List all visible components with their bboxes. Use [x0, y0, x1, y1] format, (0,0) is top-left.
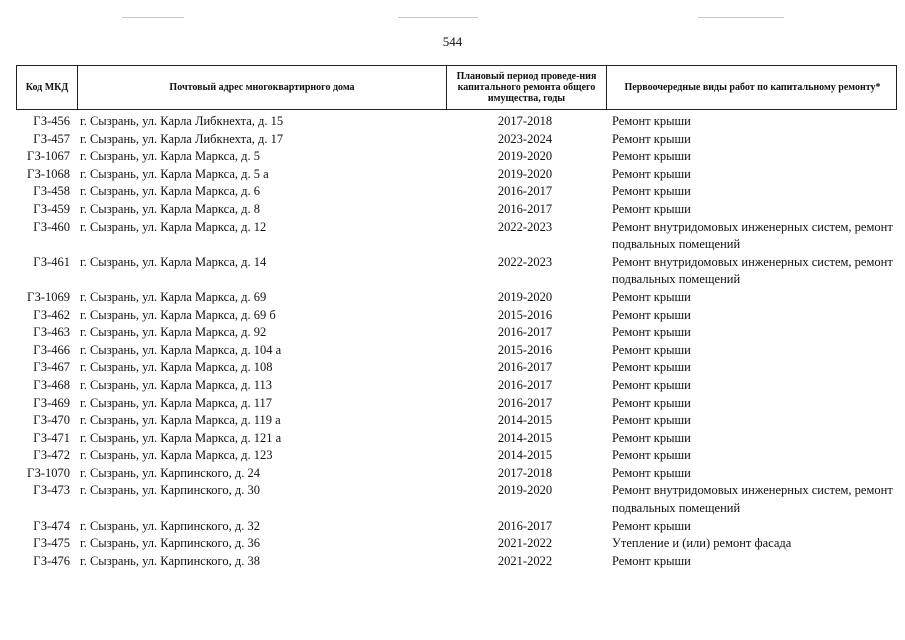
cell-code: ГЗ-466 — [33, 342, 70, 357]
cell-address: г. Сызрань, ул. Карла Маркса, д. 6 — [80, 184, 261, 199]
table-row — [16, 430, 897, 448]
cell-address: г. Сызрань, ул. Карпинского, д. 38 — [80, 553, 260, 568]
cell-period: 2016-2017 — [497, 518, 553, 533]
cell-period: 2022-2023 — [497, 219, 553, 234]
cell-period: 2015-2016 — [497, 307, 553, 322]
cell-period: 2016-2017 — [497, 395, 553, 410]
cell-code: ГЗ-460 — [33, 219, 70, 234]
cell-address: г. Сызрань, ул. Карпинского, д. 24 — [80, 465, 260, 480]
scan-artifact — [122, 17, 184, 18]
cell-code: ГЗ-471 — [33, 430, 70, 445]
cell-code: ГЗ-1070 — [27, 465, 70, 480]
cell-address: г. Сызрань, ул. Карла Маркса, д. 119 а — [80, 413, 281, 428]
table-row — [16, 148, 897, 166]
table-body — [16, 113, 897, 570]
cell-address: г. Сызрань, ул. Карпинского, д. 36 — [80, 536, 260, 551]
cell-works: Утепление и (или) ремонт фасада — [612, 536, 792, 551]
cell-works: Ремонт крыши — [612, 184, 691, 199]
cell-address: г. Сызрань, ул. Карла Маркса, д. 14 — [80, 254, 267, 269]
cell-works: Ремонт крыши — [612, 395, 691, 410]
table-row — [16, 535, 897, 553]
table-row — [16, 219, 897, 254]
cell-works: Ремонт крыши — [612, 307, 691, 322]
table-row — [16, 359, 897, 377]
cell-works: Ремонт крыши — [612, 166, 691, 181]
cell-code: ГЗ-458 — [33, 184, 70, 199]
cell-period: 2021-2022 — [497, 536, 553, 551]
cell-address: г. Сызрань, ул. Карла Маркса, д. 123 — [80, 448, 273, 463]
cell-period: 2019-2020 — [497, 166, 553, 181]
cell-period: 2017-2018 — [497, 465, 553, 480]
cell-works: Ремонт крыши — [612, 289, 691, 304]
cell-period: 2014-2015 — [497, 413, 553, 428]
cell-code: ГЗ-473 — [33, 483, 70, 498]
cell-period: 2019-2020 — [497, 483, 553, 498]
page-number: 544 — [442, 34, 463, 49]
table-row — [16, 518, 897, 536]
cell-code: ГЗ-459 — [33, 201, 70, 216]
table-row — [16, 113, 897, 131]
cell-code: ГЗ-467 — [33, 360, 70, 375]
header-code: Код МКД — [25, 82, 69, 93]
cell-period: 2021-2022 — [497, 553, 553, 568]
table-row — [16, 377, 897, 395]
cell-works: Ремонт крыши — [612, 131, 691, 146]
table-row — [16, 482, 897, 517]
cell-period: 2014-2015 — [497, 430, 553, 445]
cell-works: Ремонт крыши — [612, 430, 691, 445]
cell-code: ГЗ-1068 — [27, 166, 70, 181]
table-header — [16, 65, 897, 110]
cell-works: Ремонт крыши — [612, 465, 691, 480]
cell-address: г. Сызрань, ул. Карпинского, д. 32 — [80, 518, 260, 533]
cell-period: 2019-2020 — [497, 149, 553, 164]
cell-code: ГЗ-456 — [33, 114, 70, 128]
table-row — [16, 447, 897, 465]
cell-code: ГЗ-457 — [33, 131, 70, 146]
cell-address: г. Сызрань, ул. Карла Маркса, д. 108 — [80, 360, 273, 375]
cell-code: ГЗ-470 — [33, 413, 70, 428]
cell-works: Ремонт крыши — [612, 553, 691, 568]
table-row — [16, 166, 897, 184]
table-row — [16, 412, 897, 430]
cell-address: г. Сызрань, ул. Карла Маркса, д. 92 — [80, 325, 267, 340]
header-period: Плановый период проведе-ния капитального ремонта общего имущества, годы — [446, 66, 606, 109]
cell-code: ГЗ-1067 — [27, 149, 70, 164]
cell-period: 2016-2017 — [497, 325, 553, 340]
cell-works: Ремонт крыши — [612, 342, 691, 357]
cell-works: Ремонт крыши — [612, 149, 691, 164]
cell-period: 2022-2023 — [497, 254, 553, 269]
cell-address: г. Сызрань, ул. Карла Либкнехта, д. 17 — [80, 131, 284, 146]
cell-works: Ремонт крыши — [612, 201, 691, 216]
cell-address: г. Сызрань, ул. Карла Маркса, д. 8 — [80, 201, 261, 216]
cell-period: 2016-2017 — [497, 201, 553, 216]
cell-period: 2015-2016 — [497, 342, 553, 357]
cell-address: г. Сызрань, ул. Карпинского, д. 30 — [80, 483, 260, 498]
cell-code: ГЗ-472 — [33, 448, 70, 463]
cell-code: ГЗ-463 — [33, 325, 70, 340]
cell-code: ГЗ-475 — [33, 536, 70, 551]
header-works: Первоочередные виды работ по капитальному ремонту* — [606, 66, 898, 109]
table-row — [16, 324, 897, 342]
scan-artifact — [698, 17, 784, 18]
cell-works: Ремонт внутридомовых инженерных систем, ремонт подвальных помещений — [612, 254, 893, 287]
table-row — [16, 131, 897, 149]
cell-works: Ремонт крыши — [612, 448, 691, 463]
cell-address: г. Сызрань, ул. Карла Маркса, д. 69 — [80, 289, 267, 304]
cell-period: 2017-2018 — [497, 114, 553, 128]
scan-artifact — [398, 17, 478, 18]
cell-works: Ремонт внутридомовых инженерных систем, ремонт подвальных помещений — [612, 483, 893, 516]
cell-address: г. Сызрань, ул. Карла Либкнехта, д. 15 — [80, 114, 284, 128]
cell-address: г. Сызрань, ул. Карла Маркса, д. 5 а — [80, 166, 269, 181]
table-row — [16, 201, 897, 219]
cell-code: ГЗ-476 — [33, 553, 70, 568]
cell-code: ГЗ-461 — [33, 254, 70, 269]
cell-period: 2014-2015 — [497, 448, 553, 463]
cell-works: Ремонт крыши — [612, 114, 691, 128]
cell-address: г. Сызрань, ул. Карла Маркса, д. 121 а — [80, 430, 282, 445]
cell-code: ГЗ-1069 — [27, 289, 70, 304]
cell-address: г. Сызрань, ул. Карла Маркса, д. 69 б — [80, 307, 276, 322]
cell-address: г. Сызрань, ул. Карла Маркса, д. 113 — [80, 377, 273, 392]
cell-works: Ремонт крыши — [612, 377, 691, 392]
cell-address: г. Сызрань, ул. Карла Маркса, д. 104 а — [80, 342, 282, 357]
cell-period: 2016-2017 — [497, 377, 553, 392]
cell-period: 2023-2024 — [497, 131, 553, 146]
cell-works: Ремонт крыши — [612, 360, 691, 375]
cell-works: Ремонт крыши — [612, 518, 691, 533]
table-row — [16, 289, 897, 307]
table-row — [16, 553, 897, 571]
table-row — [16, 307, 897, 325]
cell-code: ГЗ-469 — [33, 395, 70, 410]
cell-address: г. Сызрань, ул. Карла Маркса, д. 5 — [80, 149, 261, 164]
table-row — [16, 465, 897, 483]
table-row — [16, 254, 897, 289]
cell-works: Ремонт крыши — [612, 413, 691, 428]
cell-period: 2016-2017 — [497, 184, 553, 199]
header-address: Почтовый адрес многоквартирного дома — [77, 66, 446, 109]
cell-code: ГЗ-462 — [33, 307, 70, 322]
cell-code: ГЗ-474 — [33, 518, 70, 533]
cell-period: 2016-2017 — [497, 360, 553, 375]
table-row — [16, 395, 897, 413]
cell-address: г. Сызрань, ул. Карла Маркса, д. 117 — [80, 395, 273, 410]
cell-works: Ремонт внутридомовых инженерных систем, ремонт подвальных помещений — [612, 219, 893, 252]
table-row — [16, 183, 897, 201]
cell-period: 2019-2020 — [497, 289, 553, 304]
cell-address: г. Сызрань, ул. Карла Маркса, д. 12 — [80, 219, 267, 234]
table-row — [16, 342, 897, 360]
cell-works: Ремонт крыши — [612, 325, 691, 340]
cell-code: ГЗ-468 — [33, 377, 70, 392]
